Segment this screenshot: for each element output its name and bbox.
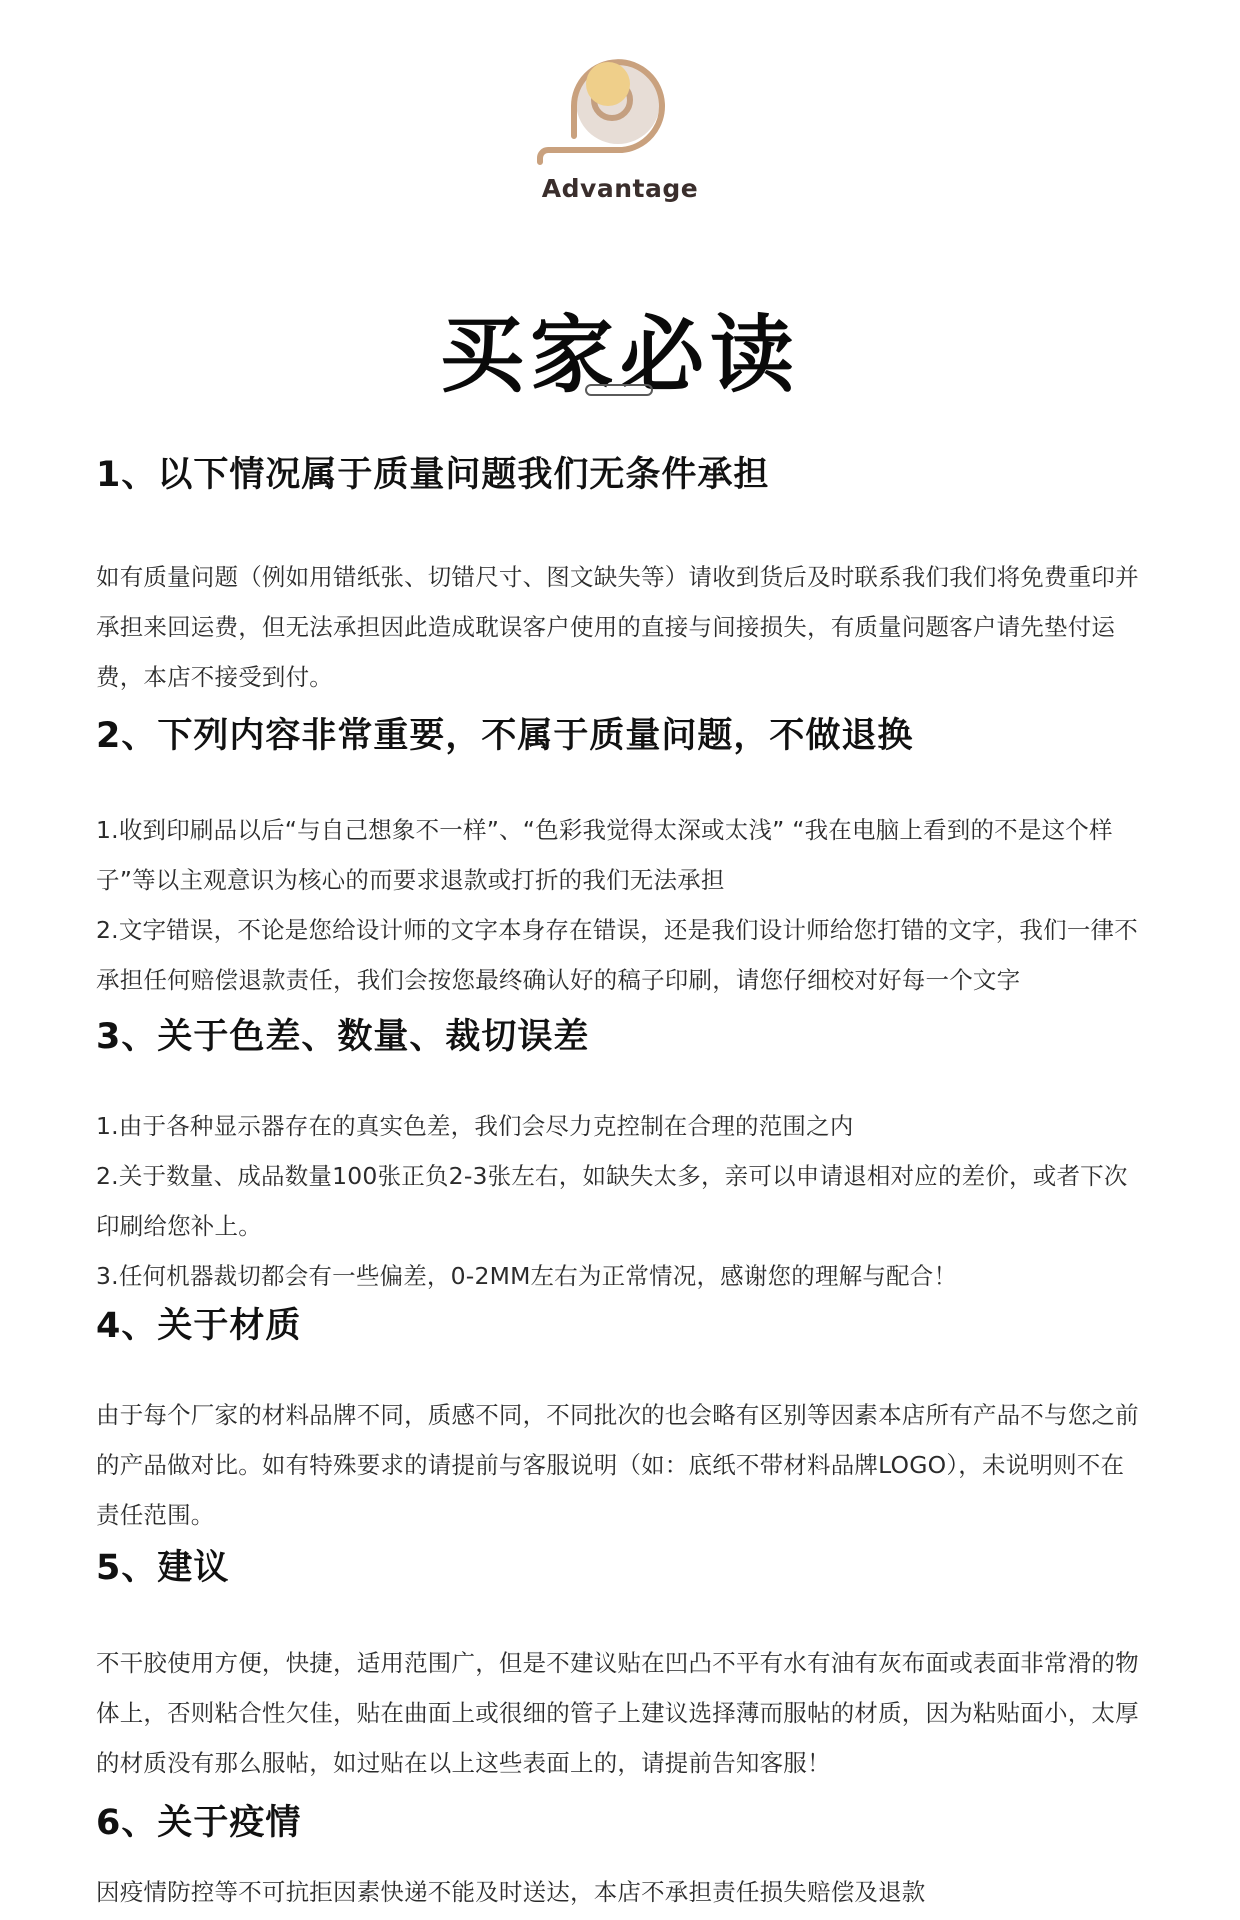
title-divider [585, 384, 653, 396]
section-heading: 3、关于色差、数量、裁切误差 [96, 1017, 590, 1057]
section-material [96, 1301, 1146, 1540]
section-paragraph: 因疫情防控等不可抗拒因素快递不能及时送达，本店不承担责任损失赔偿及退款 [96, 1878, 926, 1906]
section-paragraph: 如有质量问题（例如用错纸张、切错尺寸、图文缺失等）请收到货后及时联系我们我们将免费重印并承担来回运费，但无法承担因此造成耽误客户使用的直接与间接损失，有质量问题客户请先垫付运费，本店不接受到付。 [96, 563, 1139, 691]
section-paragraph: 不干胶使用方便，快捷，适用范围广，但是不建议贴在凹凸不平有水有油有灰布面或表面非常滑的物体上，否则粘合性欠佳，贴在曲面上或很细的管子上建议选择薄而服帖的材质，因为粘贴面小，太厚的材质没有那么服帖，如过贴在以上这些表面上的，请提前告知客服！ [96, 1649, 1139, 1777]
section-color-quantity-cutting [96, 1012, 1146, 1301]
section-suggestions [96, 1543, 1146, 1788]
section-paragraph: 1.收到印刷品以后“与自己想象不一样”、“色彩我觉得太深或太浅” “我在电脑上看到的不是这个样子”等以主观意识为核心的而要求退款或打折的我们无法承担 [96, 816, 1113, 894]
section-heading: 4、关于材质 [96, 1306, 302, 1346]
page-title: 买家必读 [439, 306, 800, 405]
section-paragraph: 3.任何机器裁切都会有一些偏差，0-2MM左右为正常情况，感谢您的理解与配合！ [96, 1262, 958, 1290]
section-paragraph: 2.关于数量、成品数量100张正负2-3张左右，如缺失太多，亲可以申请退相对应的差价，或者下次印刷给您补上。 [96, 1162, 1128, 1240]
section-heading: 6、关于疫情 [96, 1803, 302, 1843]
section-heading: 1、以下情况属于质量问题我们无条件承担 [96, 455, 770, 495]
section-quality-issues [96, 450, 1146, 702]
section-epidemic [96, 1798, 1146, 1917]
logo-text: Advantage [541, 174, 699, 203]
section-heading: 5、建议 [96, 1548, 230, 1588]
section-no-returns [96, 711, 1146, 1005]
section-paragraph: 由于每个厂家的材料品牌不同，质感不同，不同批次的也会略有区别等因素本店所有产品不与您之前的产品做对比。如有特殊要求的请提前与客服说明（如：底纸不带材料品牌LOGO），未说明则不在责任范围。 [96, 1401, 1139, 1529]
section-paragraph: 2.文字错误，不论是您给设计师的文字本身存在错误，还是我们设计师给您打错的文字，我们一律不承担任何赔偿退款责任，我们会按您最终确认好的稿子印刷，请您仔细校对好每一个文字 [96, 916, 1138, 994]
section-heading: 2、下列内容非常重要，不属于质量问题，不做退换 [96, 716, 914, 756]
tape-roll-icon [530, 50, 680, 170]
section-paragraph: 1.由于各种显示器存在的真实色差，我们会尽力克控制在合理的范围之内 [96, 1112, 854, 1140]
